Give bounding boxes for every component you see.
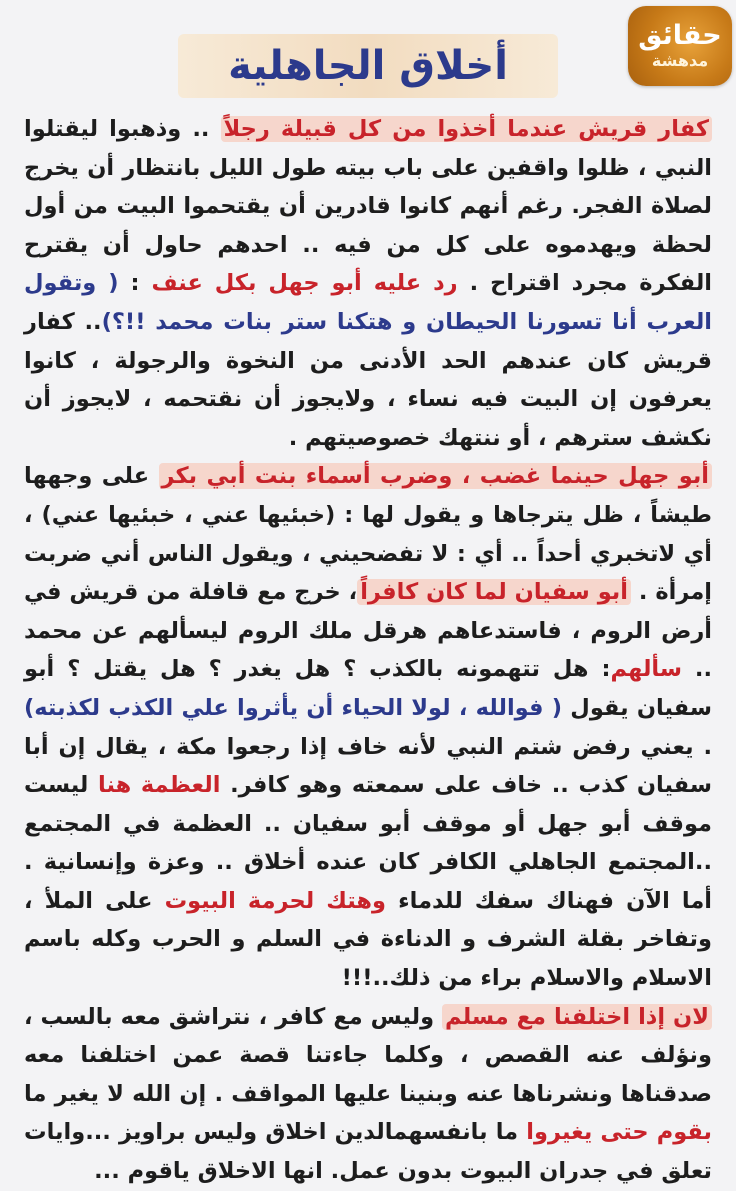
text-segment: :	[118, 270, 152, 297]
text-segment: ما بانفسهمالدين اخلاق وليس براويز ...وايات تعلق في جدران البيوت بدون عمل. انها الاخلاق ياقوم ...	[24, 1119, 712, 1185]
text-segment: .. كفار قريش كان عندهم الحد الأدنى من النخوة والرجولة ، كانوا يعرفون إن البيت فيه نساء ، ولايجوز أن نقتحمه ، لايجوز أن نكشف سترهم ، أو ننتهك خصوصيتهم .	[24, 308, 712, 451]
highlight-muslim: لان إذا اختلفنا مع مسلم	[442, 1004, 712, 1030]
red-phrase-verse: بقوم حتى يغيروا	[526, 1119, 712, 1146]
quote-abu-sufyan: ( فوالله ، لولا الحياء أن يأثروا علي الكذب لكذبته)	[24, 694, 563, 721]
text-segment: .. وذهبوا ليقتلوا النبي ، ظلوا واقفين على باب بيته طول الليل بانتظار أن يخرج لصلاة الفجر. رغم أنهم كانوا قادرين أن يقتحموا البيت من أول لحظة ويهدموه على كل من فيه .. احدهم حاول أن يقترح الفكرة مجرد اقتراح .	[24, 116, 713, 297]
logo-line-1: حقائق	[638, 20, 722, 51]
red-word-asked: سألهم	[610, 656, 682, 683]
red-phrase-houses: وهتك لحرمة البيوت	[164, 887, 387, 914]
text-segment: ، خرج مع قافلة من قريش في أرض الروم ، فاستدعاهم هرقل ملك الروم ليسألهم عن محمد ..	[24, 579, 713, 683]
highlight-abu-jahl-asma: أبو جهل حينما غضب ، وضرب أسماء بنت أبي بكر	[159, 463, 712, 489]
text-segment: . يعني رفض شتم النبي لأنه خاف إذا رجعوا مكة ، يقال إن أبا سفيان كذب .. خاف على سمعته وهو كافر.	[24, 733, 712, 799]
quote-arabs: ( وتقول العرب أنا تسورنا الحيطان و هتكنا ستر بنات محمد !!؟)	[24, 270, 712, 335]
red-phrase-abu-jahl: رد عليه أبو جهل بكل عنف	[151, 270, 458, 297]
text-segment: على وجهها طيشاً ، ظل يترجاها و يقول لها : (خبئيها عني ، خبئيها عني) ، أي لاتخبري أحداً .. أي : لا تفضحيني ، ويقول الناس أني ضربت إمرأة .	[24, 463, 712, 606]
text-segment: ليست موقف أبو جهل أو موقف أبو سفيان .. العظمة في المجتمع ..المجتمع الجاهلي الكافر كان عنده أخلاق .. وعزة وإنسانية . أما الآن فهناك سفك للدماء	[24, 772, 712, 914]
article-body	[24, 110, 712, 1191]
brand-logo	[628, 6, 732, 86]
highlight-abu-sufyan: أبو سفيان لما كان كافراً	[357, 579, 631, 605]
highlight-quraysh: كفار قريش عندما أخذوا من كل قبيلة رجلاً	[221, 116, 712, 142]
red-phrase-greatness: العظمة هنا	[98, 772, 221, 799]
text-segment: على الملأ ، وتفاخر بقلة الشرف و الدناءة في السلم و الحرب وكله باسم الاسلام والاسلام براء من ذلك..!!!	[24, 887, 712, 992]
page-title: أخلاق الجاهلية	[228, 43, 508, 89]
title-banner	[178, 34, 558, 98]
text-segment: وليس مع كافر ، نتراشق معه بالسب ، ونؤلف عنه القصص ، وكلما جاءتنا قصة عمن اختلفنا معه صدقناها ونشرناها عنه وبنينا عليها المواقف . إن الله لا يغير ما	[24, 1003, 712, 1107]
logo-line-2: مدهشة	[651, 51, 709, 70]
text-segment: : هل تتهمونه بالكذب ؟ هل يغدر ؟ هل يقتل ؟ أبو سفيان يقول	[24, 656, 712, 721]
